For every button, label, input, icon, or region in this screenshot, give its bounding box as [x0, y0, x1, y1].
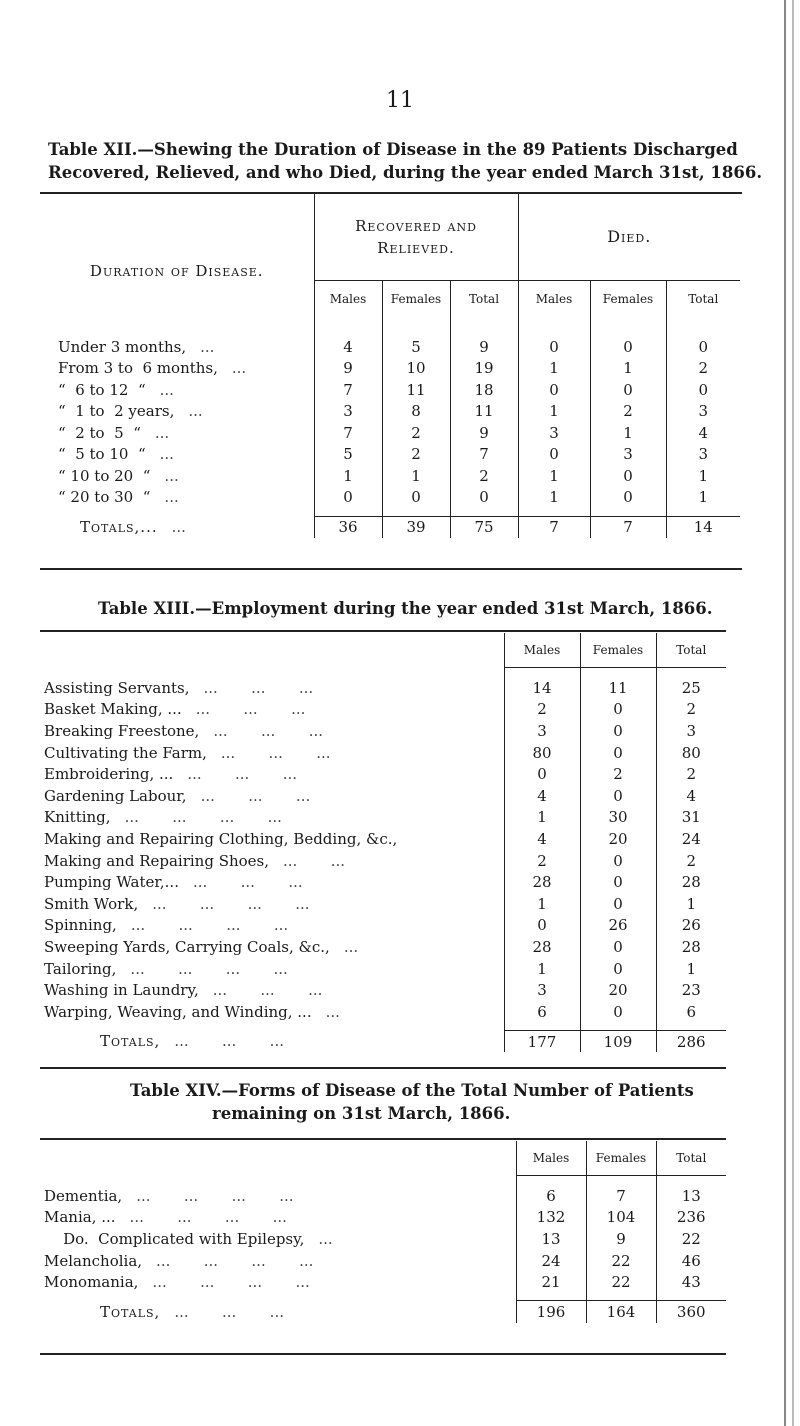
table-row — [40, 828, 726, 850]
table-14-top-rule — [40, 1138, 726, 1140]
value-cell: 9 — [586, 1228, 656, 1250]
value-cell: 43 — [681, 1273, 701, 1292]
row-label: Basket Making, ... — [44, 700, 182, 719]
row-label: Pumping Water,... — [44, 873, 179, 892]
value-cell: 22 — [586, 1271, 656, 1293]
totals-row — [40, 1301, 726, 1323]
value-cell: 7 — [590, 516, 666, 538]
value-cell: 0 — [590, 465, 666, 487]
value-cell: 4 — [314, 336, 382, 358]
table-12-subheader: Total — [450, 280, 518, 318]
value-cell: 0 — [580, 893, 656, 915]
row-label-cell — [40, 763, 504, 785]
row-label: Tailoring, — [44, 959, 117, 978]
table-12-bottom-rule — [40, 568, 742, 570]
table-row — [40, 893, 726, 915]
value-cell: 1 — [504, 807, 580, 829]
leader-dots: ... ... ... ... — [129, 1208, 287, 1227]
leader-dots: ... — [318, 1229, 333, 1248]
value-cell: 0 — [580, 785, 656, 807]
value-cell: 3 — [686, 721, 697, 740]
table-row — [40, 763, 726, 785]
value-cell: 31 — [681, 808, 701, 827]
value-cell: 0 — [450, 487, 518, 509]
value-cell: 25 — [681, 678, 701, 697]
row-label-cell — [40, 720, 504, 742]
row-label-cell — [40, 807, 504, 829]
value-cell: 0 — [580, 1001, 656, 1023]
table-row — [40, 1271, 726, 1293]
row-label: Monomania, — [44, 1273, 139, 1292]
row-label: “ 20 to 30 “ — [58, 488, 151, 507]
leader-dots: ... ... ... ... — [130, 959, 288, 978]
row-label-cell — [40, 1185, 516, 1207]
row-label: Dementia, — [44, 1186, 123, 1205]
value-cell: 2 — [698, 359, 709, 378]
table-12-subheader: Males — [518, 280, 590, 318]
row-label-cell — [40, 336, 314, 358]
value-cell: 22 — [681, 1229, 701, 1248]
table-12-subheader: Females — [382, 280, 450, 318]
row-label: Under 3 months, — [58, 337, 187, 356]
table-12-title-line1: Table XII.—Shewing the Duration of Disease in the 89 Patients Discharged — [48, 140, 738, 159]
leader-dots: ... ... ... — [212, 981, 323, 1000]
value-cell: 20 — [580, 979, 656, 1001]
row-label: “ 10 to 20 “ — [58, 466, 151, 485]
leader-dots — [397, 830, 411, 848]
table-row — [40, 742, 726, 764]
value-cell: 8 — [382, 401, 450, 423]
value-cell: 28 — [504, 871, 580, 893]
value-cell: 2 — [504, 699, 580, 721]
row-label-cell — [40, 422, 314, 444]
row-label-cell — [40, 979, 504, 1001]
value-cell: 0 — [590, 487, 666, 509]
value-cell: 0 — [382, 487, 450, 509]
value-cell: 9 — [450, 336, 518, 358]
value-cell: 9 — [450, 422, 518, 444]
value-cell: 0 — [698, 337, 709, 356]
table-row — [40, 1228, 726, 1250]
value-cell: 2 — [686, 700, 697, 719]
table-row — [40, 379, 740, 401]
value-cell: 11 — [580, 677, 656, 699]
table-13-header: Males — [504, 633, 580, 667]
table-row — [40, 422, 740, 444]
leader-dots: ... ... ... ... — [156, 1251, 314, 1270]
leader-dots: ... — [159, 445, 174, 464]
value-cell: 39 — [382, 516, 450, 538]
row-label-cell — [40, 893, 504, 915]
row-label-cell — [40, 1228, 516, 1250]
value-cell: 6 — [686, 1002, 697, 1021]
row-label-cell — [40, 785, 504, 807]
leader-dots: ... ... ... — [195, 700, 306, 719]
table-14-bottom-rule — [40, 1353, 726, 1355]
value-cell: 3 — [590, 444, 666, 466]
totals-row — [40, 516, 740, 538]
row-label: Cultivating the Farm, — [44, 743, 207, 762]
value-cell: 4 — [504, 785, 580, 807]
leader-dots: ... — [188, 402, 203, 421]
table-12-title-line2: Recovered, Relieved, and who Died, during the year ended March 31st, 1866. — [48, 163, 763, 182]
value-cell: 0 — [518, 336, 590, 358]
value-cell: 0 — [580, 958, 656, 980]
row-label-cell — [40, 871, 504, 893]
row-label-cell — [40, 358, 314, 380]
row-label-cell — [40, 401, 314, 423]
value-cell: 6 — [516, 1185, 586, 1207]
leader-dots: ... ... — [283, 851, 346, 870]
value-cell: 1 — [504, 893, 580, 915]
table-14-header: Females — [586, 1141, 656, 1175]
page-number: 11 — [386, 88, 414, 113]
value-cell: 75 — [450, 516, 518, 538]
value-cell: 13 — [516, 1228, 586, 1250]
table-12-subheader: Males — [314, 280, 382, 318]
value-cell: 0 — [504, 763, 580, 785]
value-cell: 1 — [518, 465, 590, 487]
table-13-bottom-rule — [40, 1067, 726, 1069]
value-cell: 286 — [656, 1031, 726, 1053]
row-label-cell — [40, 1207, 516, 1229]
value-cell: 3 — [698, 402, 709, 421]
leader-dots: ... — [343, 937, 359, 956]
value-cell: 7 — [314, 379, 382, 401]
leader-dots: ... — [164, 488, 179, 507]
row-label: Assisting Servants, — [44, 678, 190, 697]
value-cell: 1 — [686, 959, 697, 978]
value-cell: 30 — [580, 807, 656, 829]
totals-label-cell — [40, 1301, 516, 1323]
table-12-recovered-header: Recovered and Relieved. — [314, 194, 518, 280]
table-row — [40, 336, 740, 358]
row-label: Breaking Freestone, — [44, 721, 200, 740]
row-label: Knitting, — [44, 808, 111, 827]
value-cell: 2 — [504, 850, 580, 872]
table-row — [40, 720, 726, 742]
value-cell: 26 — [580, 915, 656, 937]
totals-label: Totals, — [100, 1032, 161, 1051]
leader-dots: ... ... ... — [220, 743, 331, 762]
value-cell: 2 — [590, 401, 666, 423]
totals-label-cell — [40, 516, 314, 538]
value-cell: 0 — [580, 936, 656, 958]
row-label: “ 2 to 5 “ — [58, 423, 141, 442]
value-cell: 0 — [518, 444, 590, 466]
value-cell: 0 — [580, 742, 656, 764]
value-cell: 109 — [580, 1031, 656, 1053]
table-13-top-rule — [40, 630, 726, 632]
table-13-body — [40, 667, 726, 1052]
value-cell: 18 — [450, 379, 518, 401]
row-label-cell — [40, 1250, 516, 1272]
value-cell: 3 — [314, 401, 382, 423]
row-label: “ 6 to 12 “ — [58, 380, 146, 399]
value-cell: 3 — [504, 979, 580, 1001]
table-12-subheader: Females — [590, 280, 666, 318]
table-12-duration-header: Duration of Disease. — [40, 194, 314, 318]
value-cell: 0 — [504, 915, 580, 937]
leader-dots: ... ... ... — [203, 678, 314, 697]
value-cell: 7 — [450, 444, 518, 466]
row-label: Do. Complicated with Epilepsy, — [44, 1229, 305, 1248]
value-cell: 28 — [504, 936, 580, 958]
table-12 — [40, 194, 740, 538]
value-cell: 1 — [504, 958, 580, 980]
value-cell: 2 — [382, 444, 450, 466]
table-row — [40, 699, 726, 721]
row-label: Making and Repairing Shoes, — [44, 851, 270, 870]
row-label-cell — [40, 936, 504, 958]
totals-row — [40, 1031, 726, 1053]
value-cell: 236 — [676, 1208, 706, 1227]
row-label-cell — [40, 1271, 516, 1293]
totals-label-cell — [40, 1031, 504, 1053]
row-label: Warping, Weaving, and Winding, ... — [44, 1002, 312, 1021]
value-cell: 132 — [516, 1207, 586, 1229]
value-cell: 80 — [504, 742, 580, 764]
value-cell: 20 — [580, 828, 656, 850]
totals-label: Totals,... — [80, 517, 158, 536]
leader-dots: ... — [154, 423, 170, 442]
value-cell: 1 — [590, 358, 666, 380]
value-cell: 26 — [681, 916, 701, 935]
value-cell: 7 — [586, 1185, 656, 1207]
table-row — [40, 358, 740, 380]
table-12-body — [40, 318, 740, 538]
row-label-cell — [40, 379, 314, 401]
value-cell: 11 — [450, 401, 518, 423]
value-cell: 177 — [504, 1031, 580, 1053]
table-row — [40, 807, 726, 829]
value-cell: 196 — [516, 1301, 586, 1323]
table-13-header: Females — [580, 633, 656, 667]
value-cell: 19 — [450, 358, 518, 380]
value-cell: 24 — [516, 1250, 586, 1272]
totals-label: Totals, — [100, 1302, 161, 1321]
table-row — [40, 1185, 726, 1207]
page-edge-line — [792, 0, 794, 1426]
table-14-header: Total — [656, 1141, 726, 1175]
value-cell: 1 — [382, 465, 450, 487]
value-cell: 1 — [518, 487, 590, 509]
leader-dots: ... ... ... ... — [136, 1186, 294, 1205]
value-cell: 9 — [314, 358, 382, 380]
leader-dots: ... ... ... ... — [130, 916, 289, 935]
leader-dots: ... ... ... ... — [152, 1273, 310, 1292]
row-label: Sweeping Yards, Carrying Coals, &c., — [44, 937, 330, 956]
row-label: From 3 to 6 months, — [58, 359, 218, 378]
table-row — [40, 936, 726, 958]
table-12-title — [48, 138, 768, 184]
table-14-body — [40, 1175, 726, 1323]
value-cell: 46 — [681, 1251, 701, 1270]
value-cell: 1 — [518, 358, 590, 380]
leader-dots: ... — [171, 517, 186, 536]
value-cell: 28 — [681, 937, 701, 956]
value-cell: 21 — [516, 1271, 586, 1293]
row-label: Embroidering, ... — [44, 765, 174, 784]
value-cell: 164 — [586, 1301, 656, 1323]
value-cell: 7 — [314, 422, 382, 444]
value-cell: 11 — [382, 379, 450, 401]
row-label-cell — [40, 465, 314, 487]
row-label-cell — [40, 915, 504, 937]
value-cell: 2 — [382, 422, 450, 444]
value-cell: 1 — [590, 422, 666, 444]
table-row — [40, 1001, 726, 1023]
value-cell: 1 — [698, 488, 709, 507]
value-cell: 1 — [698, 466, 709, 485]
row-label: Washing in Laundry, — [44, 981, 199, 1000]
row-label-cell — [40, 444, 314, 466]
table-14-title-line1: Table XIV.—Forms of Disease of the Total Number of Patients — [130, 1081, 694, 1100]
leader-dots: ... ... ... — [174, 1032, 284, 1051]
value-cell: 36 — [314, 516, 382, 538]
table-14-title — [130, 1079, 750, 1125]
value-cell: 4 — [698, 423, 709, 442]
value-cell: 24 — [681, 829, 701, 848]
value-cell: 14 — [666, 516, 740, 538]
value-cell: 13 — [681, 1186, 701, 1205]
value-cell: 3 — [504, 720, 580, 742]
leader-dots: ... ... ... — [192, 873, 303, 892]
table-row — [40, 850, 726, 872]
row-label-cell — [40, 1001, 504, 1023]
table-14-title-line2: remaining on 31st March, 1866. — [212, 1104, 511, 1123]
table-row — [40, 444, 740, 466]
value-cell: 0 — [590, 336, 666, 358]
value-cell: 23 — [681, 981, 701, 1000]
value-cell: 10 — [382, 358, 450, 380]
value-cell: 4 — [504, 828, 580, 850]
value-cell: 5 — [314, 444, 382, 466]
value-cell: 28 — [681, 873, 701, 892]
value-cell: 14 — [504, 677, 580, 699]
value-cell: 2 — [686, 851, 697, 870]
value-cell: 6 — [504, 1001, 580, 1023]
page-edge-line — [784, 0, 786, 1426]
row-label: Gardening Labour, — [44, 786, 187, 805]
table-row — [40, 915, 726, 937]
leader-dots: ... ... ... — [187, 765, 297, 784]
leader-dots: ... — [164, 466, 179, 485]
value-cell: 1 — [686, 894, 697, 913]
leader-dots: ... ... ... — [174, 1302, 284, 1321]
row-label-cell — [40, 828, 504, 850]
row-label-cell — [40, 742, 504, 764]
table-row — [40, 1250, 726, 1272]
table-row — [40, 785, 726, 807]
table-row — [40, 401, 740, 423]
row-label: Mania, ... — [44, 1208, 116, 1227]
row-label-cell — [40, 487, 314, 509]
value-cell: 2 — [580, 763, 656, 785]
value-cell: 1 — [314, 465, 382, 487]
row-label-cell — [40, 677, 504, 699]
leader-dots: ... ... ... ... — [124, 808, 282, 827]
row-label: “ 1 to 2 years, — [58, 402, 175, 421]
row-label: Making and Repairing Clothing, Bedding, &c., — [44, 829, 398, 848]
leader-dots: ... ... ... — [200, 786, 311, 805]
row-label: Melancholia, — [44, 1251, 143, 1270]
value-cell: 0 — [580, 871, 656, 893]
row-label-cell — [40, 699, 504, 721]
value-cell: 5 — [382, 336, 450, 358]
value-cell: 80 — [681, 743, 701, 762]
leader-dots: ... — [200, 337, 215, 356]
table-row — [40, 958, 726, 980]
table-row — [40, 1207, 726, 1229]
row-label: Smith Work, — [44, 894, 139, 913]
value-cell: 0 — [518, 379, 590, 401]
row-label: Spinning, — [44, 916, 117, 935]
value-cell: 4 — [686, 786, 697, 805]
table-14 — [40, 1141, 726, 1323]
value-cell: 0 — [580, 720, 656, 742]
value-cell: 3 — [518, 422, 590, 444]
leader-dots: ... — [325, 1002, 340, 1021]
value-cell: 3 — [698, 445, 709, 464]
table-row — [40, 871, 726, 893]
value-cell: 0 — [698, 380, 709, 399]
table-13 — [40, 633, 726, 1052]
table-row — [40, 677, 726, 699]
value-cell: 104 — [586, 1207, 656, 1229]
table-row — [40, 979, 726, 1001]
row-label-cell — [40, 850, 504, 872]
row-label-cell — [40, 958, 504, 980]
leader-dots: ... — [159, 380, 174, 399]
table-12-died-header: Died. — [518, 194, 740, 280]
value-cell: 22 — [586, 1250, 656, 1272]
value-cell: 2 — [686, 765, 697, 784]
value-cell: 0 — [314, 487, 382, 509]
leader-dots: ... ... ... ... — [152, 894, 310, 913]
leader-dots: ... ... ... — [213, 721, 323, 740]
table-13-title: Table XIII.—Employment during the year ended 31st March, 1866. — [98, 599, 713, 618]
value-cell: 0 — [580, 699, 656, 721]
table-12-subheader: Total — [688, 292, 719, 307]
row-label: “ 5 to 10 “ — [58, 445, 146, 464]
table-14-header: Males — [516, 1141, 586, 1175]
leader-dots: ... — [231, 359, 247, 378]
value-cell: 360 — [656, 1301, 726, 1323]
table-13-header: Total — [656, 633, 726, 667]
value-cell: 0 — [580, 850, 656, 872]
value-cell: 0 — [590, 379, 666, 401]
table-row — [40, 465, 740, 487]
value-cell: 7 — [518, 516, 590, 538]
value-cell: 1 — [518, 401, 590, 423]
value-cell: 2 — [450, 465, 518, 487]
table-row — [40, 487, 740, 509]
